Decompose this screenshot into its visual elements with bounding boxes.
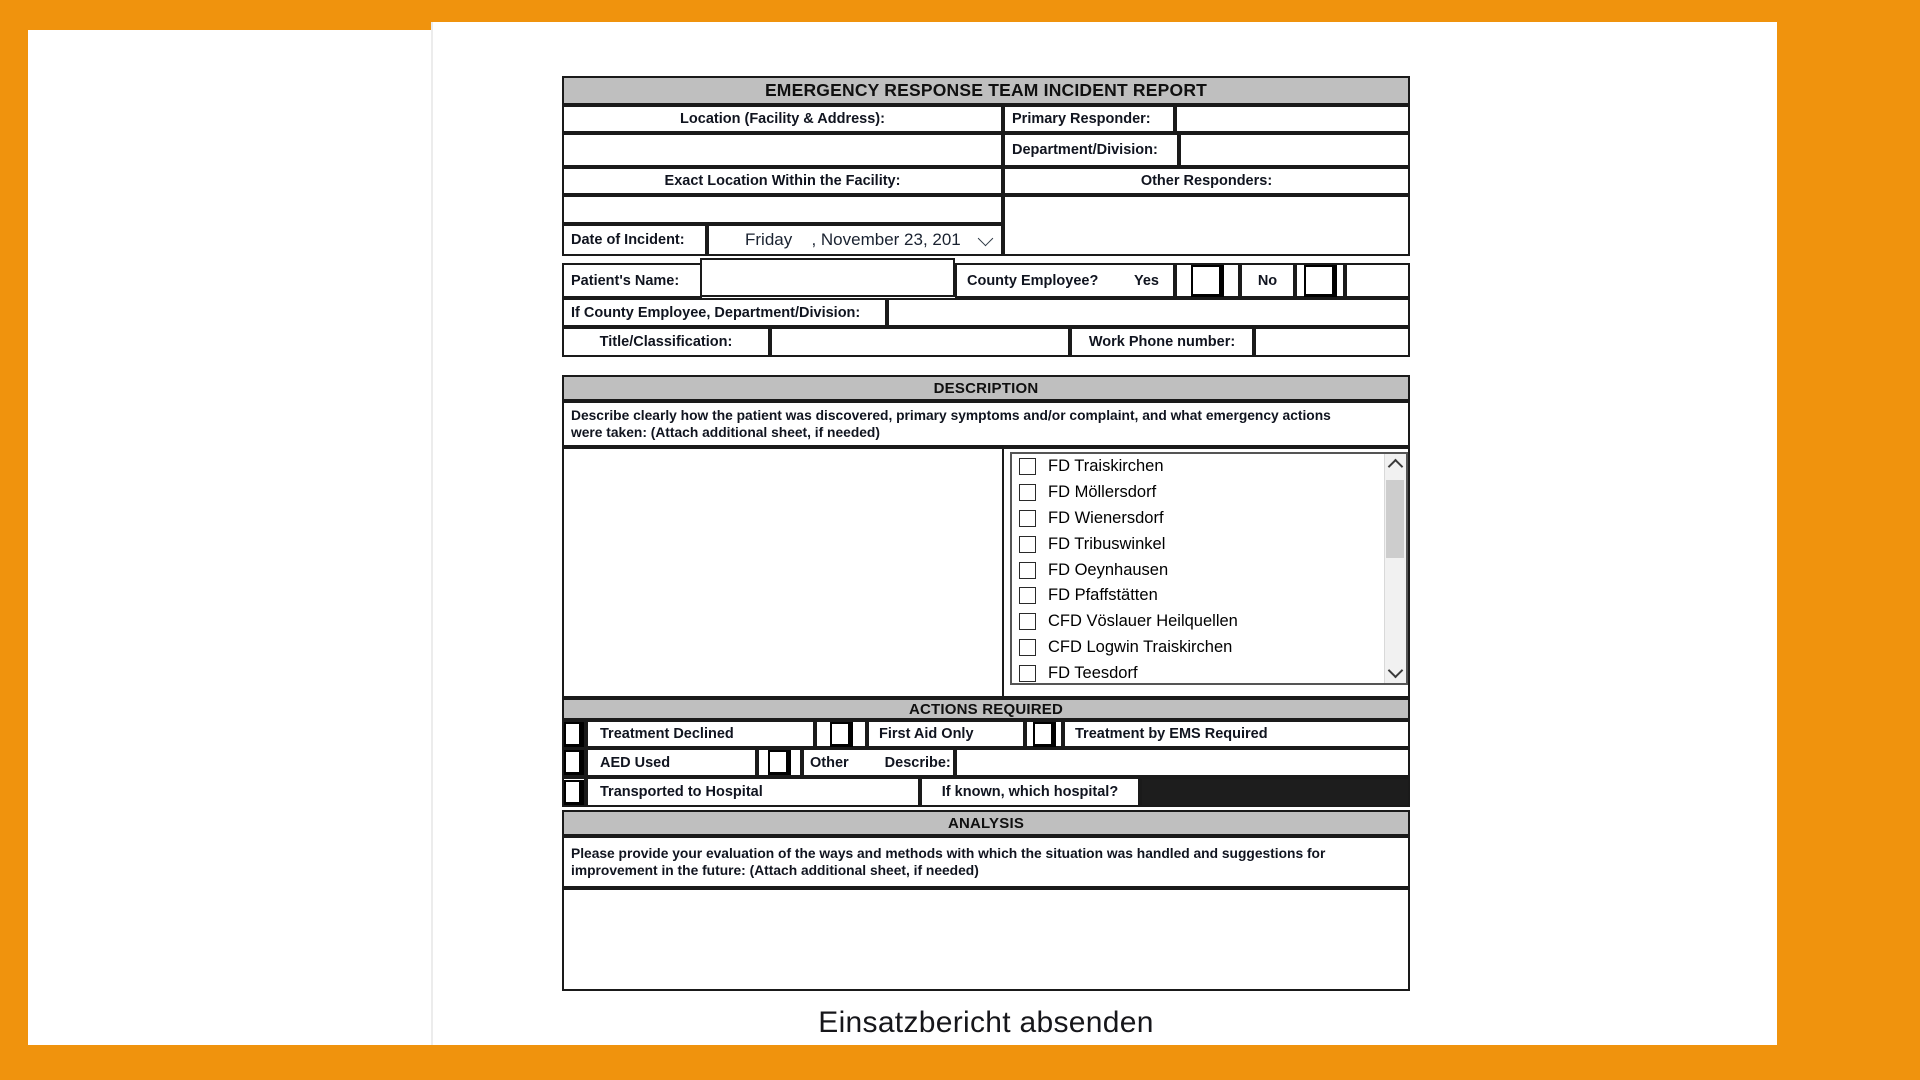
transported-checkbox[interactable] xyxy=(564,780,584,805)
work-phone-label: Work Phone number: xyxy=(1088,334,1236,350)
list-item[interactable] xyxy=(1012,454,1385,480)
county-employee-yes-checkbox[interactable] xyxy=(1191,265,1224,297)
work-phone-input[interactable] xyxy=(1254,327,1410,357)
scroll-up-icon[interactable] xyxy=(1385,454,1406,479)
first-aid-checkbox[interactable] xyxy=(830,722,853,747)
if-known-hospital-cell xyxy=(920,777,1140,807)
ems-label: Treatment by EMS Required xyxy=(1075,726,1268,742)
actions-header-bar xyxy=(562,698,1410,720)
county-employee-no-label: No xyxy=(1257,272,1278,289)
exact-location-label-cell xyxy=(562,167,1003,195)
date-label-cell xyxy=(562,224,707,256)
submit-button-label: Einsatzbericht absenden xyxy=(818,1006,1154,1039)
first-aid-label: First Aid Only xyxy=(879,726,974,742)
description-instructions-cell xyxy=(562,401,1410,447)
date-label: Date of Incident: xyxy=(571,232,685,248)
checkbox[interactable] xyxy=(1019,562,1036,579)
checkbox[interactable] xyxy=(1019,613,1036,630)
list-item[interactable] xyxy=(1012,506,1385,532)
date-rest-value: , November 23, 201 xyxy=(811,230,961,249)
list-item[interactable] xyxy=(1012,583,1385,609)
other-label: Other xyxy=(810,754,849,771)
scrollbar[interactable] xyxy=(1384,454,1406,683)
title-classification-label-cell xyxy=(562,327,770,357)
title-classification-input[interactable] xyxy=(770,327,1070,357)
list-item[interactable] xyxy=(1012,480,1385,506)
ems-checkbox[interactable] xyxy=(1033,722,1056,747)
treatment-declined-cell xyxy=(586,720,815,748)
describe-label: Describe: xyxy=(884,754,951,771)
chevron-down-icon xyxy=(978,230,994,246)
patient-name-label: Patient's Name: xyxy=(571,272,680,289)
analysis-instructions-cell xyxy=(562,836,1410,888)
title-classification-label: Title/Classification: xyxy=(599,334,733,350)
other-describe-cell xyxy=(802,748,955,777)
other-responders-label-cell xyxy=(1003,167,1410,195)
date-day-value: Friday xyxy=(745,230,793,249)
checkbox[interactable] xyxy=(1019,587,1036,604)
checkbox[interactable] xyxy=(1019,510,1036,527)
list-item-label: CFD Vöslauer Heilquellen xyxy=(1048,612,1238,631)
treatment-declined-checkbox-cell xyxy=(562,720,586,748)
analysis-text-area[interactable] xyxy=(562,888,1410,991)
other-checkbox[interactable] xyxy=(768,750,791,775)
checkbox[interactable] xyxy=(1019,639,1036,656)
department-label-cell xyxy=(1003,133,1179,167)
exact-location-label: Exact Location Within the Facility: xyxy=(664,173,901,189)
analysis-instructions-line2: improvement in the future: (Attach additional sheet, if needed) xyxy=(571,863,979,878)
list-item[interactable] xyxy=(1012,531,1385,557)
checkbox[interactable] xyxy=(1019,484,1036,501)
list-item[interactable] xyxy=(1012,557,1385,583)
aed-checkbox[interactable] xyxy=(564,750,584,775)
description-instructions-line1: Describe clearly how the patient was discovered, primary symptoms and/or complaint, and what emergency actions xyxy=(571,407,1331,423)
county-employee-cell xyxy=(955,263,1175,298)
date-dropdown[interactable] xyxy=(707,224,1003,256)
department-label: Department/Division: xyxy=(1012,142,1158,158)
treatment-declined-label: Treatment Declined xyxy=(600,726,734,742)
county-employee-no-checkbox[interactable] xyxy=(1304,265,1337,297)
exact-location-input[interactable] xyxy=(562,195,1003,224)
list-item[interactable] xyxy=(1012,635,1385,661)
patient-name-input[interactable] xyxy=(700,258,955,297)
list-item-label: FD Pfaffstätten xyxy=(1048,586,1158,605)
transported-label: Transported to Hospital xyxy=(600,784,763,800)
list-item[interactable] xyxy=(1012,609,1385,635)
if-known-hospital-label: If known, which hospital? xyxy=(941,784,1119,800)
list-item[interactable] xyxy=(1012,660,1385,683)
aed-cell xyxy=(586,748,757,777)
list-item-label: FD Oeynhausen xyxy=(1048,560,1169,579)
submit-button[interactable] xyxy=(562,1000,1410,1046)
hospital-redacted-field[interactable] xyxy=(1140,777,1410,807)
form-title: EMERGENCY RESPONSE TEAM INCIDENT REPORT xyxy=(764,80,1208,100)
aed-label: AED Used xyxy=(600,754,671,771)
county-employee-label: County Employee? xyxy=(967,272,1099,289)
primary-responder-input[interactable] xyxy=(1175,105,1410,133)
analysis-header-bar xyxy=(562,810,1410,836)
aed-checkbox-cell xyxy=(562,748,586,777)
patient-name-label-cell xyxy=(562,263,702,298)
description-text-area[interactable] xyxy=(564,449,1004,696)
ems-cell xyxy=(1063,720,1410,748)
analysis-instructions-line1: Please provide your evaluation of the ways and methods with which the situation was handled and suggestions for xyxy=(571,845,1326,861)
actions-header: ACTIONS REQUIRED xyxy=(908,700,1064,718)
county-employee-no-cell xyxy=(1240,263,1295,298)
treatment-declined-checkbox[interactable] xyxy=(564,722,584,747)
description-header: DESCRIPTION xyxy=(933,379,1039,397)
list-item-label: FD Möllersdorf xyxy=(1048,483,1157,502)
county-employee-no-checkbox-cell xyxy=(1295,263,1345,298)
analysis-header: ANALYSIS xyxy=(947,814,1025,832)
if-county-label-cell xyxy=(562,298,887,327)
location-label-cell xyxy=(562,105,1003,133)
description-instructions-line2: were taken: (Attach additional sheet, if needed) xyxy=(571,425,880,440)
checkbox[interactable] xyxy=(1019,665,1036,682)
location-input[interactable] xyxy=(562,133,1003,167)
list-item-label: FD Tribuswinkel xyxy=(1048,534,1166,553)
county-employee-yes-cell xyxy=(1175,263,1240,298)
work-phone-label-cell xyxy=(1070,327,1254,357)
primary-responder-label: Primary Responder: xyxy=(1012,111,1151,127)
checkbox[interactable] xyxy=(1019,536,1036,553)
checkbox[interactable] xyxy=(1019,458,1036,475)
describe-input[interactable] xyxy=(955,748,1410,777)
if-county-input[interactable] xyxy=(887,298,1410,327)
responder-list[interactable] xyxy=(1010,452,1408,685)
list-item-label: CFD Logwin Traiskirchen xyxy=(1048,637,1233,656)
primary-responder-label-cell xyxy=(1003,105,1175,133)
county-employee-trailing-cell xyxy=(1345,263,1410,298)
other-responders-label: Other Responders: xyxy=(1140,173,1273,189)
left-blank-page xyxy=(28,30,431,1045)
county-employee-yes-label: Yes xyxy=(1134,272,1159,289)
location-label: Location (Facility & Address): xyxy=(680,111,885,127)
department-input[interactable] xyxy=(1179,133,1410,167)
form-title-bar xyxy=(562,76,1410,105)
first-aid-cell xyxy=(867,720,1025,748)
description-header-bar xyxy=(562,375,1410,401)
if-county-label: If County Employee, Department/Division: xyxy=(571,304,861,321)
transported-cell xyxy=(586,777,920,807)
list-item-label: FD Traiskirchen xyxy=(1048,457,1164,476)
transported-checkbox-cell xyxy=(562,777,586,807)
first-aid-checkbox-cell xyxy=(815,720,867,748)
scrollbar-thumb[interactable] xyxy=(1386,480,1404,558)
list-item-label: FD Wienersdorf xyxy=(1048,508,1164,527)
other-responders-input[interactable] xyxy=(1003,195,1410,256)
scroll-down-icon[interactable] xyxy=(1385,658,1406,683)
other-checkbox-cell xyxy=(757,748,802,777)
list-item-label: FD Teesdorf xyxy=(1048,663,1138,682)
ems-checkbox-cell xyxy=(1025,720,1063,748)
